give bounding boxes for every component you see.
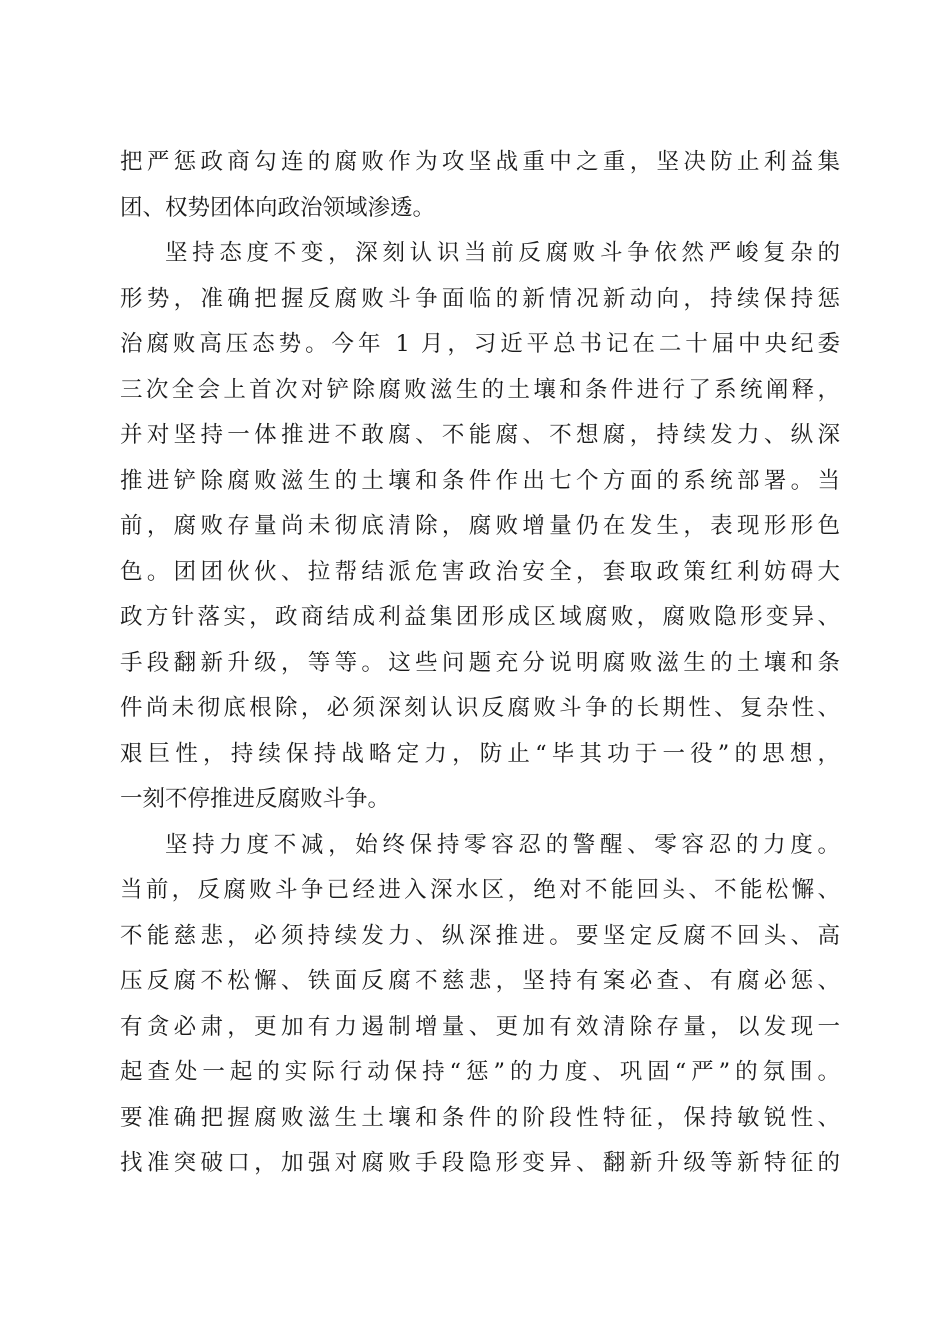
paragraph-2-line-4: 三次全会上首次对铲除腐败滋生的土壤和条件进行了系统阐释， <box>120 376 840 403</box>
paragraph-2-line-13: 一刻不停推进反腐败斗争。 <box>120 786 391 812</box>
paragraph-2-line-8: 色。团团伙伙、拉帮结派危害政治安全，套取政策红利妨碍大 <box>120 558 840 585</box>
paragraph-2-line-11: 件尚未彻底根除，必须深刻认识反腐败斗争的长期性、复杂性、 <box>120 695 840 721</box>
paragraph-2-line-12: 艰巨性，持续保持战略定力，防止“毕其功于一役”的思想， <box>120 740 840 767</box>
paragraph-2-line-10: 手段翻新升级，等等。这些问题充分说明腐败滋生的土壤和条 <box>120 649 840 676</box>
paragraph-2-line-6: 推进铲除腐败滋生的土壤和条件作出七个方面的系统部署。当 <box>120 467 840 494</box>
paragraph-2-line-1: 坚持态度不变，深刻认识当前反腐败斗争依然严峻复杂的 <box>165 240 840 266</box>
paragraph-3-line-3: 不能慈悲，必须持续发力、纵深推进。要坚定反腐不回头、高 <box>120 922 840 949</box>
paragraph-2-line-9: 政方针落实，政商结成利益集团形成区域腐败，腐败隐形变异、 <box>120 604 840 630</box>
paragraph-3-line-2: 当前，反腐败斗争已经进入深水区，绝对不能回头、不能松懈、 <box>120 877 840 903</box>
paragraph-3-line-8: 找准突破口，加强对腐败手段隐形变异、翻新升级等新特征的 <box>120 1150 840 1176</box>
paragraph-3-line-4: 压反腐不松懈、铁面反腐不慈悲，坚持有案必查、有腐必惩、 <box>120 968 840 994</box>
paragraph-1-line-1: 把严惩政商勾连的腐败作为攻坚战重中之重，坚决防止利益集 <box>120 149 840 175</box>
paragraph-3-line-6: 起查处一起的实际行动保持“惩”的力度、巩固“严”的氛围。 <box>120 1059 840 1085</box>
paragraph-2-line-7: 前，腐败存量尚未彻底清除，腐败增量仍在发生，表现形形色 <box>120 513 840 539</box>
paragraph-2-line-2: 形势，准确把握反腐败斗争面临的新情况新动向，持续保持惩 <box>120 285 840 312</box>
paragraph-2-line-5: 并对坚持一体推进不敢腐、不能腐、不想腐，持续发力、纵深 <box>120 422 840 448</box>
paragraph-1-line-2: 团、权势团体向政治领域渗透。 <box>120 194 436 221</box>
document-body <box>120 140 840 1187</box>
paragraph-3-line-5: 有贪必肃，更加有力遏制增量、更加有效清除存量，以发现一 <box>120 1013 840 1040</box>
paragraph-2-line-3: 治腐败高压态势。今年 1 月，习近平总书记在二十届中央纪委 <box>120 331 840 357</box>
paragraph-3-line-7: 要准确把握腐败滋生土壤和条件的阶段性特征，保持敏锐性、 <box>120 1104 840 1131</box>
paragraph-3-line-1: 坚持力度不减，始终保持零容忍的警醒、零容忍的力度。 <box>165 831 840 858</box>
